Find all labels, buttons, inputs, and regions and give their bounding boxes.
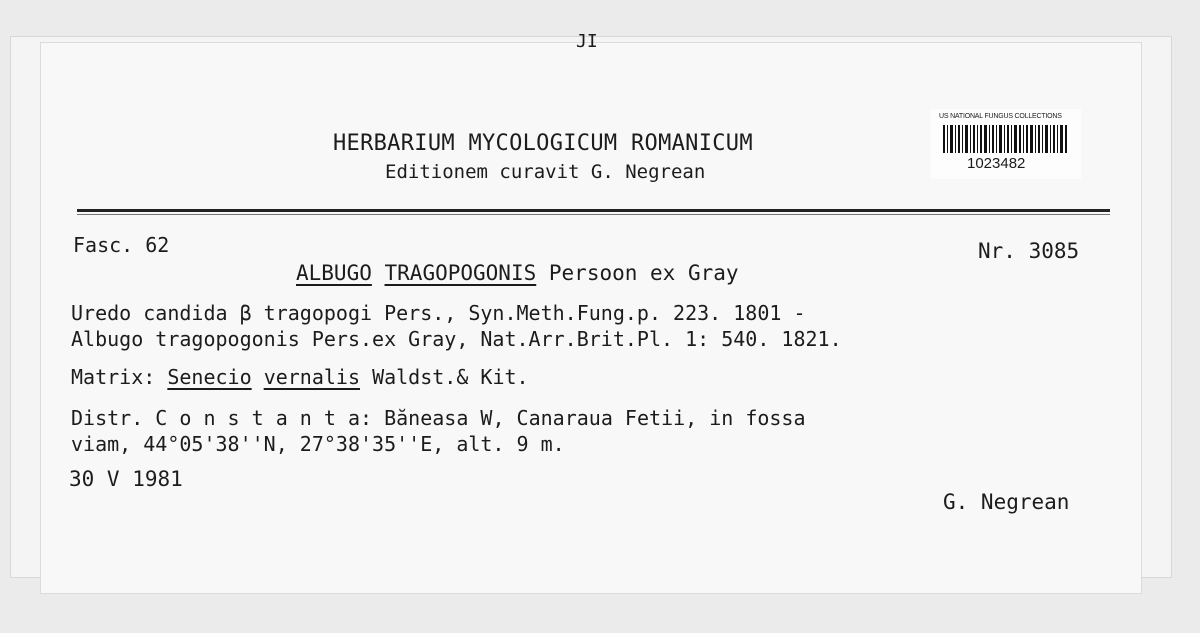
collection-date: 30 V 1981	[69, 467, 183, 491]
host-authority: Waldst.& Kit.	[372, 365, 529, 389]
distribution-label: Distr.	[71, 406, 144, 430]
label-subtitle: Editionem curavit G. Negrean	[385, 161, 706, 183]
synonym-line: Albugo tragopogonis Pers.ex Gray, Nat.Arr.Brit.Pl. 1: 540. 1821.	[71, 327, 842, 351]
label-title: HERBARIUM MYCOLOGICUM ROMANICUM	[333, 131, 753, 156]
header-divider	[77, 209, 1110, 212]
collector-name: G. Negrean	[943, 490, 1070, 514]
barcode-sticker	[931, 109, 1081, 179]
species-authority: Persoon ex Gray	[548, 261, 739, 285]
distribution-county: C o n s t a n t a	[155, 406, 360, 430]
distribution-locality: : Băneasa W, Canaraua Fetii, in fossa	[360, 406, 806, 430]
specimen-number: Nr. 3085	[978, 239, 1080, 263]
matrix-label: Matrix:	[71, 365, 156, 389]
distribution-line	[71, 406, 806, 430]
species-epithet: TRAGOPOGONIS	[384, 261, 537, 285]
barcode-bars	[943, 125, 1069, 153]
species-genus: ALBUGO	[296, 261, 372, 285]
host-epithet: vernalis	[263, 365, 361, 389]
fascicle-number: Fasc. 62	[73, 233, 170, 257]
top-mark: JI	[576, 31, 598, 52]
herbarium-label	[40, 31, 1142, 594]
distribution-coordinates: viam, 44°05'38''N, 27°38'35''E, alt. 9 m.	[71, 432, 565, 456]
synonym-line: Uredo candida β tragopogi Pers., Syn.Meth.Fung.p. 223. 1801 -	[71, 301, 806, 325]
species-name	[296, 261, 739, 285]
barcode-institution: US NATIONAL FUNGUS COLLECTIONS	[939, 113, 1062, 120]
header-divider-thin	[77, 214, 1110, 215]
barcode-number: 1023482	[967, 155, 1026, 172]
matrix-line	[71, 365, 529, 389]
host-genus: Senecio	[167, 365, 252, 389]
